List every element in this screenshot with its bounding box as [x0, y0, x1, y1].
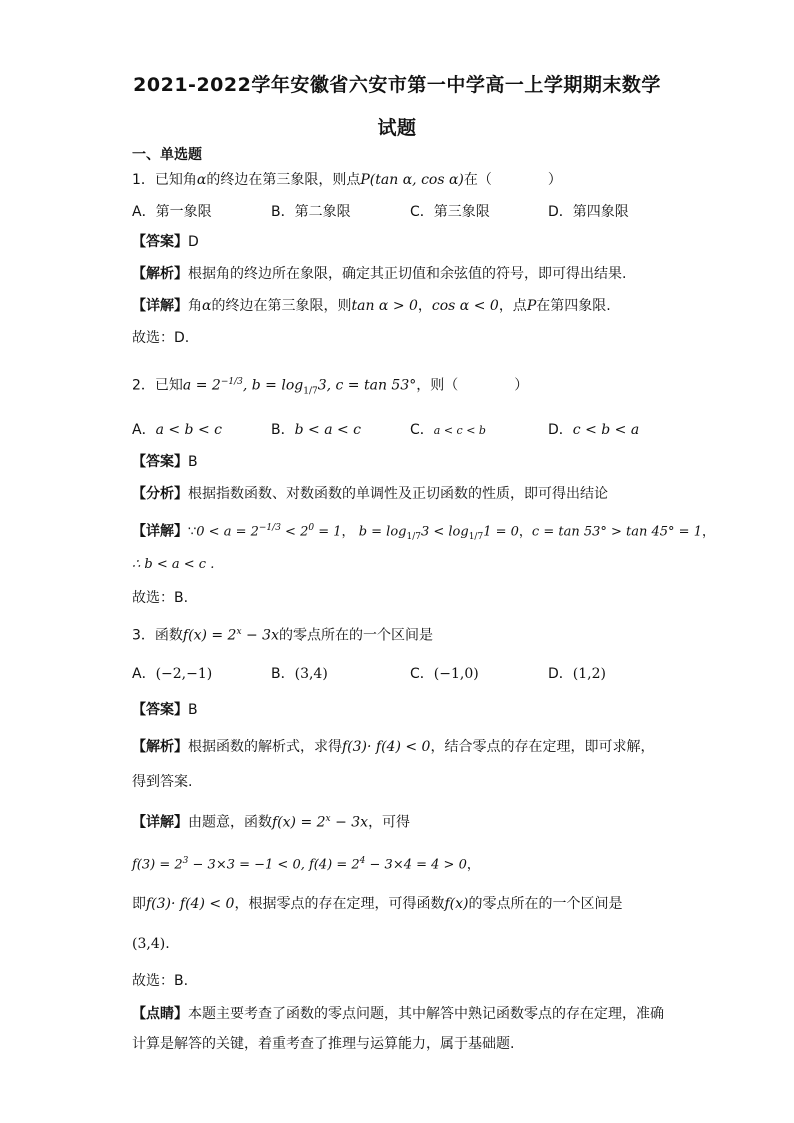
q1-stem-text-3: 在（ ） — [463, 172, 562, 188]
q2-option-d-math: c < b < a — [572, 422, 640, 438]
q2-a-def: a = 2 — [182, 377, 221, 394]
q1-stem — [132, 170, 562, 190]
q1-detail-math-tan: tan α > 0 — [351, 298, 418, 314]
q3-option-c — [410, 664, 479, 684]
q3-option-d — [548, 664, 606, 684]
q2-b-base: 1/7 — [303, 386, 318, 397]
q1-detail-text-4: 在第四象限. — [536, 298, 611, 314]
q2-option-a — [132, 420, 222, 440]
q3-then-text-2: ，根据零点的存在定理，可得函数 — [234, 896, 445, 912]
q2-analysis-text: 根据指数函数、对数函数的单调性及正切函数的性质，即可得出结论 — [188, 486, 608, 502]
q3-option-a-label: A． — [132, 666, 156, 682]
q2-ineq-a-exponent: −1/3 — [258, 523, 281, 533]
q1-detail-sep: ， — [417, 298, 432, 314]
q2-sep-1: ， — [341, 524, 355, 540]
q2-ineq-b-2: 3 < log — [420, 524, 469, 540]
q2-a-exponent: −1/3 — [220, 377, 243, 387]
q2-option-b-math: b < a < c — [294, 422, 362, 438]
q1-point: P(tan α, cos α) — [360, 172, 464, 188]
q1-detail-alpha: α — [202, 298, 212, 314]
analysis-tag: 【解析】 — [132, 739, 188, 755]
because-symbol: ∵ — [188, 524, 197, 540]
q3-calc-c: − 3×4 = 4 > 0 — [365, 857, 467, 873]
analysis-tag: 【解析】 — [132, 266, 188, 282]
q1-answer-value: D — [188, 234, 199, 250]
q3-detail-text: 由题意，函数 — [188, 814, 272, 831]
q3-analysis-text-2: ，结合零点的存在定理，即可求解， — [430, 739, 655, 755]
q2-option-d — [548, 420, 639, 440]
q2-ineq-a-exp0: 0 — [308, 523, 315, 533]
q3-comment-text: 本题主要考查了函数的零点问题，其中解答中熟记函数零点的存在定理，准确 — [188, 1006, 664, 1022]
q1-analysis-text: 根据角的终边所在象限，确定其正切值和余弦值的符号，即可得出结果. — [188, 266, 627, 282]
detail-tag: 【详解】 — [132, 814, 188, 831]
q3-then-text: 即 — [132, 896, 146, 912]
q1-alpha: α — [196, 172, 207, 188]
q3-function: f(x) = 2 — [182, 627, 237, 644]
q2-ineq-b: b = log — [358, 524, 407, 540]
q3-calculation — [132, 851, 480, 875]
q3-option-a — [132, 664, 212, 684]
q3-stem-text-2: 的零点所在的一个区间是 — [278, 627, 433, 644]
q2-option-a-label: A． — [132, 422, 156, 438]
q3-detail-math-2: − 3x — [330, 814, 369, 831]
q3-calc-end: ， — [466, 857, 480, 873]
q2-stem — [132, 372, 528, 401]
q1-detail-text-3: ，点 — [498, 298, 527, 314]
q3-detail-text-2: ，可得 — [368, 814, 411, 831]
q3-comment-cont: 计算是解答的关键，着重考查了推理与运算能力，属于基础题. — [132, 1036, 515, 1052]
q2-choice: 故选：B. — [132, 590, 189, 606]
q3-option-c-math: (−1,0) — [433, 666, 479, 682]
q3-calc-exp-1: 3 — [182, 856, 189, 866]
q3-calc-b: − 3×3 = −1 < 0, f(4) = 2 — [188, 857, 360, 873]
q1-stem-text-2: 的终边在第三象限，则点 — [206, 172, 361, 188]
q3-detail-math: f(x) = 2 — [272, 814, 326, 831]
q2-therefore: ∴ b < a < c . — [132, 557, 215, 572]
q3-option-c-label: C． — [410, 666, 434, 682]
answer-tag: 【答案】 — [132, 234, 188, 250]
q1-option-d: D．第四象限 — [548, 204, 629, 220]
q2-ineq-a: 0 < a = 2 — [196, 524, 259, 540]
q1-answer — [132, 232, 199, 252]
q3-option-d-math: (1,2) — [572, 666, 606, 682]
answer-tag: 【答案】 — [132, 454, 188, 470]
q1-choice: 故选：D. — [132, 330, 190, 346]
q1-option-c: C．第三象限 — [410, 204, 490, 220]
q1-detail-point: P — [526, 298, 537, 314]
q3-answer — [132, 700, 198, 720]
q1-analysis — [132, 264, 626, 284]
q2-stem-text-2: ，则（ ） — [416, 377, 529, 394]
q1-detail-text: 角 — [188, 298, 202, 314]
q3-analysis — [132, 737, 654, 757]
q3-then-math: f(3)· f(4) < 0 — [146, 896, 235, 912]
q3-analysis-math: f(3)· f(4) < 0 — [342, 739, 431, 755]
section-heading: 一、单选题 — [132, 147, 202, 163]
q3-then-math-2: f(x) — [444, 896, 469, 912]
q3-detail-exp: x — [325, 814, 331, 824]
q1-detail — [132, 296, 611, 316]
q2-b-c-def: 3, c = tan 53° — [317, 377, 417, 394]
q2-answer-value: B — [188, 454, 198, 470]
q3-detail — [132, 809, 410, 833]
q1-detail-text-2: 的终边在第三象限，则 — [211, 298, 352, 314]
q3-function-2: − 3x — [241, 627, 279, 644]
q2-ineq-b-base: 1/7 — [406, 531, 421, 542]
q3-option-d-label: D． — [548, 666, 573, 682]
q2-analysis — [132, 484, 608, 504]
q2-option-d-label: D． — [548, 422, 573, 438]
q1-stem-text: 1．已知角 — [132, 172, 197, 188]
q2-option-c-math: a < c < b — [433, 424, 486, 437]
q3-function-exp: x — [236, 627, 242, 637]
q2-sep-2: ， — [518, 524, 532, 540]
q2-ineq-b-3: 1 = 0 — [483, 524, 519, 540]
q3-interval: (3,4). — [132, 936, 170, 952]
q3-choice: 故选：B. — [132, 973, 189, 989]
q2-option-c-label: C． — [410, 422, 434, 438]
q1-detail-math-cos: cos α < 0 — [431, 298, 499, 314]
q2-option-b-label: B． — [271, 422, 295, 438]
q3-option-b-math: (3,4) — [294, 666, 328, 682]
q3-analysis-text: 根据函数的解析式，求得 — [188, 739, 342, 755]
q2-b-def: , b = log — [242, 377, 304, 394]
q3-option-b — [271, 664, 328, 684]
q3-stem-text: 3．函数 — [132, 627, 183, 644]
comment-tag: 【点睛】 — [132, 1006, 188, 1022]
q2-option-a-math: a < b < c — [155, 422, 222, 438]
q3-comment — [132, 1004, 664, 1024]
q2-ineq-c: c = tan 53° > tan 45° = 1 — [531, 524, 702, 540]
q1-option-b: B．第二象限 — [271, 204, 351, 220]
detail-tag: 【详解】 — [132, 298, 188, 314]
q3-answer-value: B — [188, 702, 198, 718]
q2-option-b — [271, 420, 361, 440]
q2-option-c — [410, 420, 486, 441]
answer-tag: 【答案】 — [132, 702, 188, 718]
q3-calc-a: f(3) = 2 — [132, 857, 183, 873]
q3-option-b-label: B． — [271, 666, 295, 682]
q2-ineq-a-3: = 1 — [314, 524, 342, 540]
document-title-line-1: 2021-2022学年安徽省六安市第一中学高一上学期期末数学 — [133, 74, 661, 96]
q2-stem-text: 2．已知 — [132, 377, 183, 394]
q2-ineq-b-base-2: 1/7 — [468, 531, 484, 542]
q2-ineq-a-2: < 2 — [280, 524, 309, 540]
q3-calc-exp-2: 4 — [359, 856, 366, 866]
document-title-line-2: 试题 — [377, 117, 417, 139]
q2-sep-3: ， — [701, 524, 715, 540]
detail-tag: 【详解】 — [132, 523, 188, 540]
q1-option-a: A．第一象限 — [132, 204, 212, 220]
q3-option-a-math: (−2,−1) — [155, 666, 213, 682]
q2-answer — [132, 452, 198, 472]
q3-analysis-cont: 得到答案. — [132, 774, 193, 790]
q3-conclusion — [132, 894, 622, 914]
q3-stem — [132, 622, 433, 646]
q2-detail — [132, 518, 715, 547]
analysis-tag: 【分析】 — [132, 486, 188, 502]
q3-then-text-3: 的零点所在的一个区间是 — [468, 896, 623, 912]
